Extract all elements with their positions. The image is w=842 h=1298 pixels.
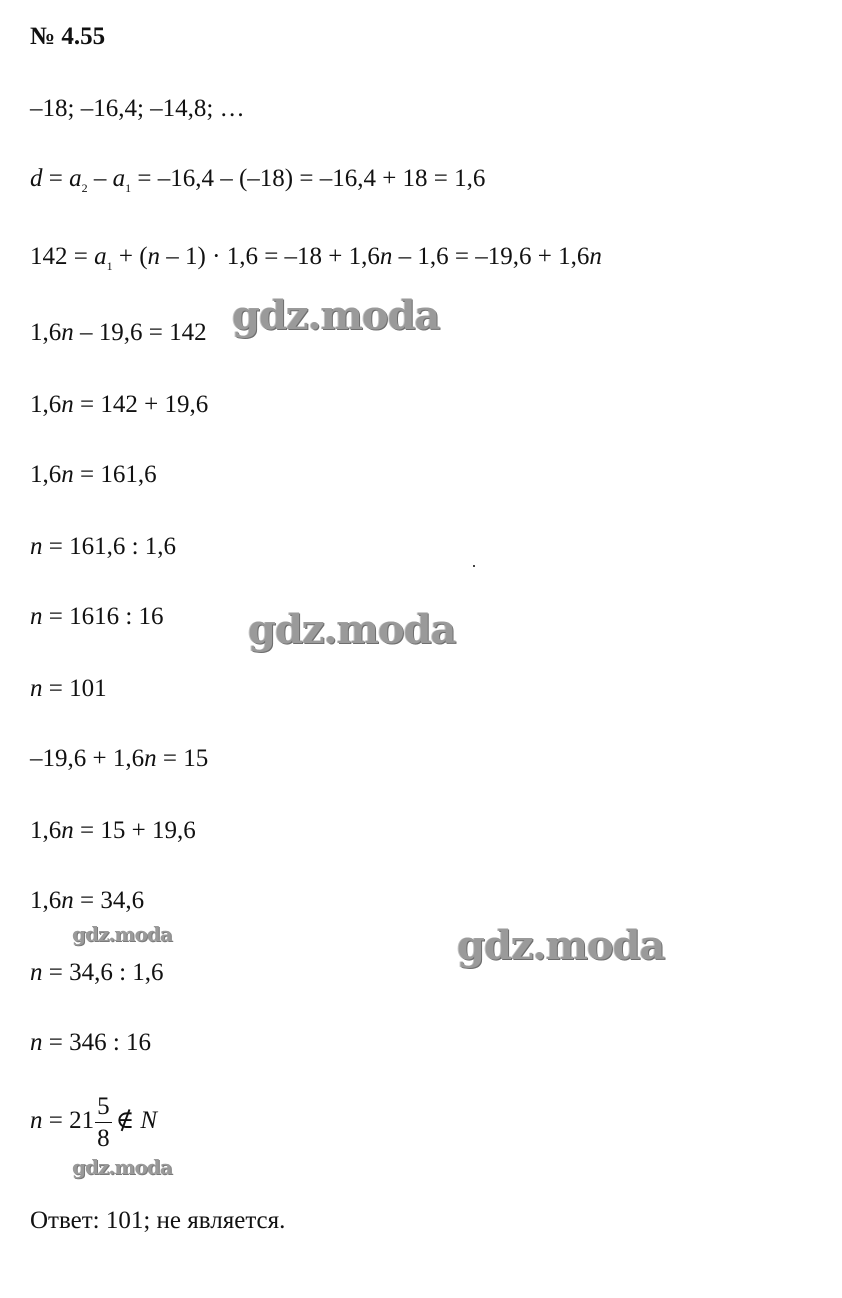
watermark: gdz.moda [248,606,456,653]
step-4: n = 161,6 : 1,6 [30,533,177,560]
fraction: $\frac{5}{8}$ [97,1093,110,1152]
watermark: gdz.moda [72,922,172,946]
step-6: n = 101 [30,675,107,702]
watermark: gdz.moda [457,922,665,969]
not-element-of-symbol: ∉ [115,1107,141,1135]
equation-142: $142 = a_1 + (n - 1) \cdot 1,6 = -18 + 1,6n - 1,6 = -19,6 + 1,6n$ [30,243,602,273]
step-12-mixed-fraction: n = 21 $\frac{5}{8}$ ∉ N [30,1093,158,1152]
scan-speck [473,565,475,567]
step-11: n = 346 : 16 [30,1029,152,1056]
step-1: 1,6n – 19,6 = 142 [30,319,207,346]
var-d: d [30,165,43,192]
difference-line: $d = a_2 - a_1 = -16,4 - (-18) = -16,4 + 18 = 1,6$ [30,165,486,195]
problem-number: № 4.55 [30,23,106,50]
step-3: 1,6n = 161,6 [30,461,157,488]
watermark: gdz.moda [232,292,440,339]
step-9: 1,6n = 34,6 [30,887,145,914]
step-10: n = 34,6 : 1,6 [30,959,164,986]
sequence-line: –18; –16,4; –14,8; … [30,95,245,122]
watermark: gdz.moda [72,1155,172,1179]
step-2: 1,6n = 142 + 19,6 [30,391,209,418]
step-5: n = 1616 : 16 [30,603,164,630]
answer-line: Ответ: 101; не является. [30,1207,286,1234]
step-8: 1,6n = 15 + 19,6 [30,817,196,844]
step-7: –19,6 + 1,6n = 15 [30,745,209,772]
